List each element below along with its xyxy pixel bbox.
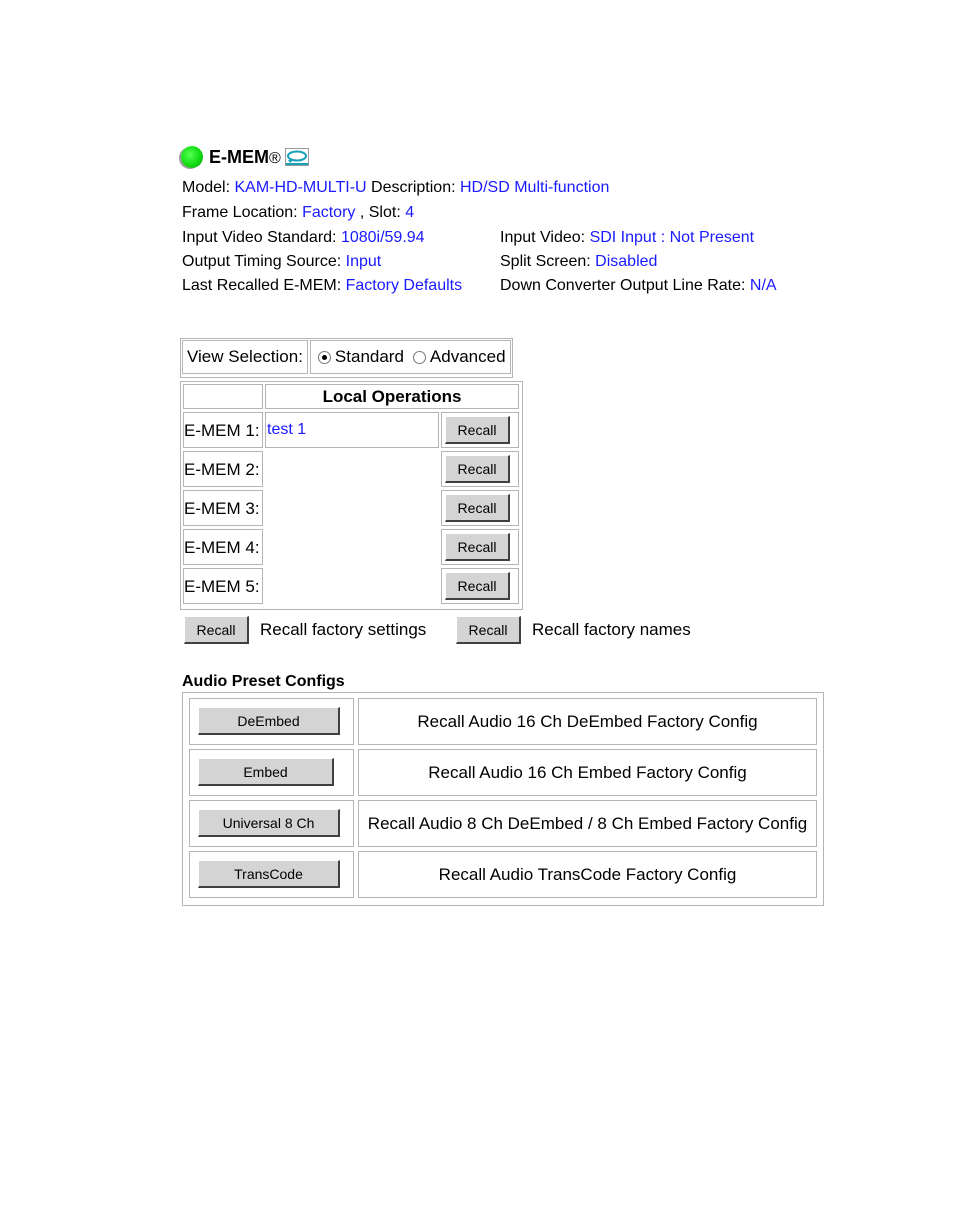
emem-5-label: E-MEM 5: <box>184 577 260 596</box>
description-value: HD/SD Multi-function <box>459 179 610 196</box>
page-title: E-MEM® <box>209 146 281 167</box>
table-corner-cell <box>183 384 263 409</box>
page-header <box>181 145 309 169</box>
embed-preset-button[interactable]: Embed <box>198 758 334 786</box>
universal-8ch-preset-button[interactable]: Universal 8 Ch <box>198 809 340 837</box>
deembed-preset-button[interactable]: DeEmbed <box>198 707 340 735</box>
universal-8ch-preset-description: Recall Audio 8 Ch DeEmbed / 8 Ch Embed Factory Config <box>358 800 817 847</box>
radio-advanced-label[interactable]: Advanced <box>429 347 506 366</box>
slot-value: 4 <box>405 204 415 221</box>
recall-factory-names-button[interactable]: Recall <box>456 616 521 644</box>
radio-standard-label[interactable]: Standard <box>334 347 404 366</box>
input-video-line: Input Video: SDI Input : Not Present <box>500 229 755 246</box>
transcode-preset-description: Recall Audio TransCode Factory Config <box>358 851 817 898</box>
emem-2-recall-button[interactable]: Recall <box>445 455 510 483</box>
down-converter-line: Down Converter Output Line Rate: N/A <box>500 277 777 294</box>
split-screen-line: Split Screen: Disabled <box>500 253 658 270</box>
model-value: KAM-HD-MULTI-U <box>234 179 367 196</box>
radio-advanced[interactable] <box>413 351 426 364</box>
view-selection-options <box>310 340 511 374</box>
emem-4-label: E-MEM 4: <box>184 538 260 557</box>
emem-1-label: E-MEM 1: <box>184 421 260 440</box>
recall-factory-settings-button[interactable]: Recall <box>184 616 249 644</box>
model-line: Model: KAM-HD-MULTI-U Description: HD/SD Multi-function <box>182 179 610 196</box>
recall-factory-names-label: Recall factory names <box>532 620 691 639</box>
emem-2-label: E-MEM 2: <box>184 460 260 479</box>
transcode-preset-button[interactable]: TransCode <box>198 860 340 888</box>
audio-preset-configs-title: Audio Preset Configs <box>182 673 345 690</box>
input-video-value: SDI Input : Not Present <box>589 229 755 246</box>
status-led-green-icon <box>181 146 203 168</box>
down-converter-value: N/A <box>749 277 777 294</box>
emem-5-recall-button[interactable]: Recall <box>445 572 510 600</box>
local-operations-header: Local Operations <box>265 384 519 409</box>
radio-standard[interactable] <box>318 351 331 364</box>
last-recalled-line: Last Recalled E-MEM: Factory Defaults <box>182 277 463 294</box>
emem-1-recall-button[interactable]: Recall <box>445 416 510 444</box>
last-recalled-value: Factory Defaults <box>345 277 463 294</box>
frame-location-line: Frame Location: Factory , Slot: 4 <box>182 204 415 221</box>
emem-1-name: test 1 <box>267 421 307 438</box>
output-timing-line: Output Timing Source: Input <box>182 253 382 270</box>
emem-4-recall-button[interactable]: Recall <box>445 533 510 561</box>
view-selection-label: View Selection: <box>182 340 308 374</box>
output-timing-value: Input <box>345 253 382 270</box>
recall-factory-settings-label: Recall factory settings <box>260 620 427 639</box>
deembed-preset-description: Recall Audio 16 Ch DeEmbed Factory Config <box>358 698 817 745</box>
input-video-standard-line: Input Video Standard: 1080i/59.94 <box>182 229 425 246</box>
refresh-icon[interactable] <box>285 148 309 166</box>
split-screen-value: Disabled <box>595 253 658 270</box>
view-selection <box>180 338 513 378</box>
embed-preset-description: Recall Audio 16 Ch Embed Factory Config <box>358 749 817 796</box>
emem-3-recall-button[interactable]: Recall <box>445 494 510 522</box>
frame-location-value: Factory <box>302 204 356 221</box>
emem-3-label: E-MEM 3: <box>184 499 260 518</box>
input-video-standard-value: 1080i/59.94 <box>340 229 425 246</box>
